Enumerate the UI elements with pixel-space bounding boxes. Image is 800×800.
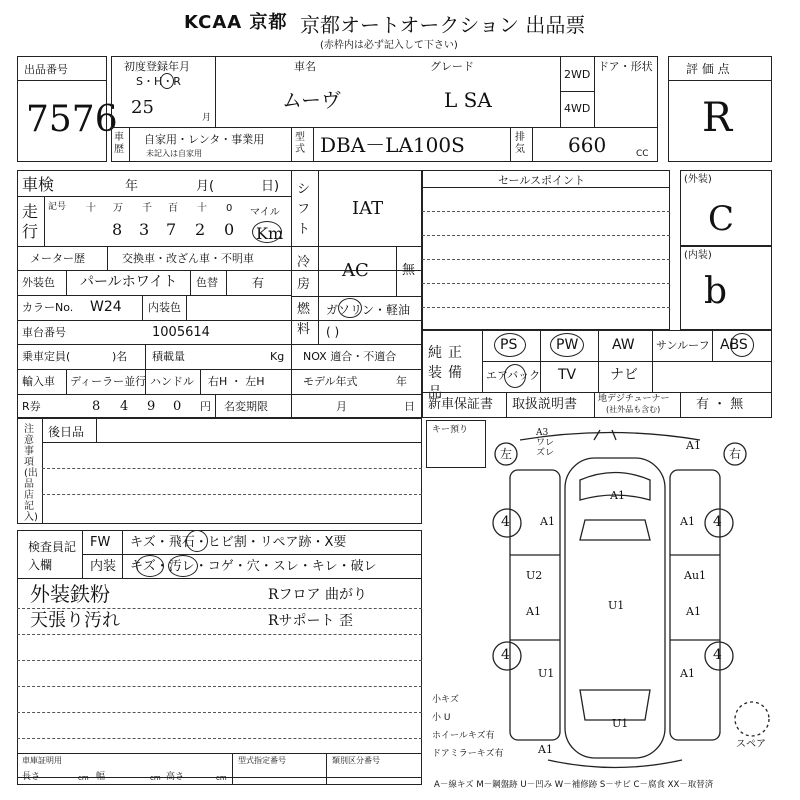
dealer-label: ディーラー並行 [70,375,147,388]
mileage-unit-1: 十 [86,203,96,214]
shaken-month: 月( [196,179,215,194]
grade-label: グレード [430,60,474,73]
recycle-digit-3: 9 [147,399,156,414]
int-grade-label: (内装) [684,250,712,261]
equip-tv: TV [558,367,577,383]
mark-3: A1 [540,515,555,528]
form-note: (赤枠内は必ず記入して下さい) [320,40,458,51]
lot-label: 出品番号 [24,63,68,76]
equip-navi: ナビ [610,367,638,383]
recycle-digit-2: 4 [120,399,129,414]
remark-1-right: Rフロア 曲がり [268,587,367,603]
capacity-label: 乗車定員( [22,350,71,363]
tire-fl: 4 [501,514,510,530]
color-value: パールホワイト [80,274,178,290]
mileage-mile: マイル [250,207,280,218]
colorno-label: カラーNo. [22,301,74,314]
mileage-sign: 記号 [48,202,67,212]
color-label: 外装色 [22,276,55,289]
mark-10: U1 [538,667,555,680]
key-label: キー預り [432,425,469,435]
mark-5: U2 [526,569,543,582]
nox-label: NOX 適合・不適合 [303,350,397,363]
legend-small-4: ドアミラーキズ有 [432,749,504,759]
mark-8: A1 [526,605,541,618]
recycle-digit-4: 0 [173,399,182,414]
reg-label: 初度登録年月 [124,60,190,73]
mileage-digit-2: 3 [139,220,150,239]
footer-length: 長さ [22,772,41,782]
footer-length-unit: cm [78,774,89,782]
shift-label: シフト [297,182,311,237]
usage-note: 未記入は自家用 [146,149,202,158]
usage-options: 自家用・レンタ・事業用 [144,133,265,146]
vin-label: 車台番号 [22,326,66,339]
meter-options: 交換車・改ざん車・不明車 [122,252,254,265]
car-name-label: 車名 [294,60,316,73]
mileage-unit-3: 千 [142,203,152,214]
reg-era: S・H・R [136,75,181,88]
mark-11: A1 [680,667,695,680]
tire-fr: 4 [713,514,722,530]
vin-value: 1005614 [152,325,210,340]
equip-airbag: エアバック [486,369,541,382]
mileage-digit-3: 7 [166,220,177,239]
fuel-options: ガソリン・軽油 [326,303,411,317]
mileage-digit-1: 8 [112,220,123,239]
interior-label: 内装色 [148,301,181,314]
diagram-left: 左 [500,447,513,461]
tire-rr: 4 [713,647,722,663]
mark-9: A1 [686,605,701,618]
mileage-digit-5: 0 [224,220,235,239]
remark-2-right: Rサポート 歪 [268,613,353,629]
mileage-unit-4: 百 [168,203,178,214]
tire-rl: 4 [501,647,510,663]
drive-2wd: 2WD [564,68,591,81]
disp-unit: CC [636,149,649,159]
deadline-day: 日 [404,400,415,413]
disp-label: 排気 [515,132,525,155]
manual-label: 取扱説明書 [512,397,578,412]
ac-label: 冷房 [297,255,311,292]
score-value: R [702,95,733,141]
int-grade-value: b [704,271,728,312]
importer-label: 輸入車 [22,375,55,388]
equip-label: 純正装備品 [428,345,468,401]
footer-garage: 車庫証明用 [22,756,62,765]
shade-value: 有 [252,276,265,290]
mark-4: A1 [680,515,695,528]
inspector-fw-items: キズ・飛石・ヒビ割・リペア跡・X要 [130,535,347,550]
shaken-day: 日) [261,179,280,194]
footer-width-unit: cm [150,774,161,782]
footer-type-no: 型式指定番号 [238,756,286,765]
disp-value: 660 [568,133,607,157]
legend-small-1: 小キズ [432,695,459,705]
spare-label: スペア [736,739,766,750]
drive-4wd: 4WD [564,102,591,115]
equip-ps: PS [500,337,518,353]
mileage-digit-4: 2 [195,220,206,239]
mileage-unit-2: 万 [113,203,123,214]
warranty-label: 新車保証書 [428,397,494,412]
fuel-paren: ( ) [326,325,340,339]
tuner-note: (社外品も含む) [606,405,661,414]
remark-2-left: 天張り汚れ [30,610,120,631]
deadline-month: 月 [336,400,347,413]
shaken-year: 年 [125,179,139,194]
inspector-label: 検査員記入欄 [28,540,77,572]
grade-value: L SA [444,88,492,112]
shade-label: 色替 [196,276,218,289]
load-label: 積載量 [152,350,185,363]
handle-label: ハンドル [150,375,194,388]
shaken-label: 車検 [22,175,55,194]
equip-sunroof: サンルーフ [656,339,710,352]
capacity-unit: )名 [112,350,128,363]
footer-class-no: 類別区分番号 [332,756,380,765]
legend-small-3: ホイールキズ有 [432,731,495,741]
legend-bar: A－線キズ M－鋼盤跡 U－凹み W－補修跡 S－サビ C－腐食 XX－取替済 [434,780,714,790]
shift-value: IAT [352,198,384,219]
mark-1: A1 [686,439,701,452]
footer-height-unit: cm [216,774,227,782]
sales-label: セールスポイント [498,174,586,187]
tuner-label: 地デジチューナー [598,394,670,404]
mark-7: Au1 [684,569,707,582]
car-name: ムーヴ [282,88,341,112]
inspector-int-label: 内装 [90,559,117,574]
ext-grade-label: (外装) [684,174,712,185]
inspector-fw: FW [90,535,111,550]
recycle-digit-1: 8 [92,399,101,414]
equip-abs: ABS [720,337,748,353]
fuel-label: 燃料 [297,302,311,337]
footer-height: 高さ [166,772,185,782]
mileage-label: 走行 [22,202,39,241]
legend-small-2: 小 U [432,713,451,723]
diagram-top-note: A3 ワレ ズレ [536,428,555,458]
form-title: 京都オートオークション 出品票 [300,13,586,37]
model-year-label: モデル年式 [303,375,358,388]
ext-grade-value: C [708,199,735,239]
equip-aw: AW [612,337,635,353]
tuner-yesno: 有 ・ 無 [696,397,744,412]
model-label: 型式 [295,132,305,155]
colorno-value: W24 [90,299,122,315]
notes-label: 注意事項(出品店記入) [24,424,38,523]
meter-label: メーター歴 [30,252,85,265]
ac-value: AC [342,260,369,281]
footer-width: 幅 [96,772,106,782]
logo: KCAA 京都 [184,12,288,33]
mark-6: U1 [608,599,625,612]
remark-1-left: 外装鉄粉 [30,582,110,606]
mark-13: A1 [538,743,553,756]
score-label: 評 価 点 [686,62,730,76]
diagram-right: 右 [729,447,742,461]
reg-year: 25 [131,97,154,118]
usage-label: 車歴 [114,132,124,155]
mark-12: U1 [612,717,629,730]
mark-2: A1 [610,489,625,502]
load-unit: Kg [270,350,285,363]
late-items: 後日品 [48,425,85,439]
recycle-unit: 円 [200,400,211,413]
ac-none: 無 [402,263,416,278]
equip-pw: PW [556,337,579,353]
recycle-label: R券 [22,400,41,413]
reg-month-unit: 月 [202,113,212,123]
mileage-km: Km [256,224,284,243]
lot-number: 7576 [26,99,118,140]
inspector-int-items: キズ・汚レ・コゲ・穴・スレ・キレ・破レ [130,559,377,574]
model-year-unit: 年 [396,375,407,388]
mileage-unit-6: 0 [226,203,233,214]
door-label: ドア・形状 [598,60,653,73]
deadline-label: 名変期限 [224,400,268,413]
model-value: DBA－LA100S [320,133,465,157]
mileage-unit-5: 十 [197,203,207,214]
handle-options: 右H ・ 左H [208,375,265,388]
